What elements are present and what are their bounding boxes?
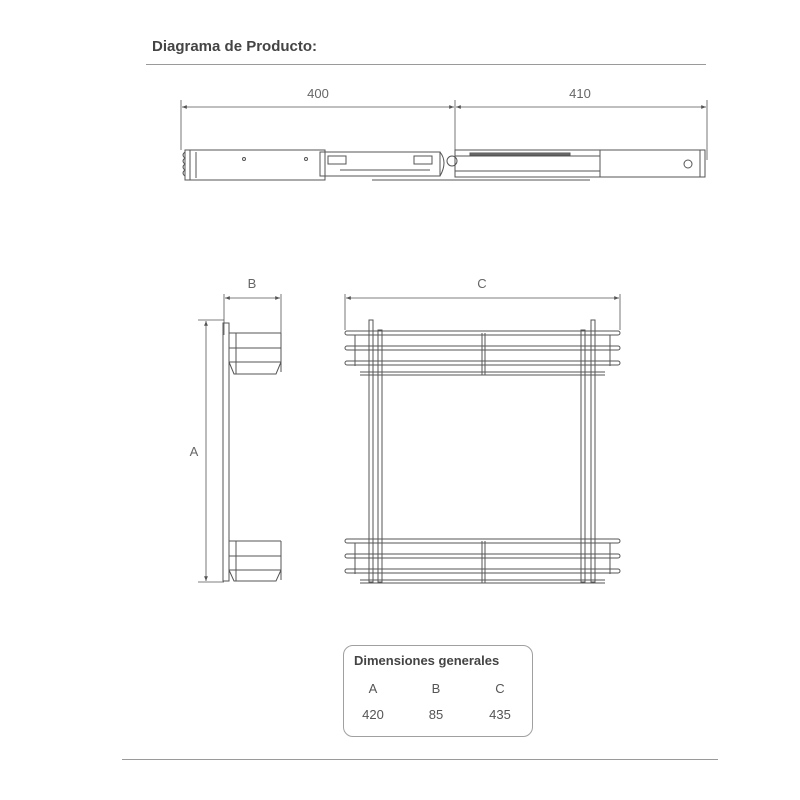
value-b: 85 (428, 707, 444, 722)
dimension-c-label: C (477, 276, 487, 291)
dimension-a-label: A (189, 444, 199, 459)
dimension-b-label: B (247, 276, 257, 291)
page-title: Diagrama de Producto: (152, 38, 318, 55)
basket-front-view (345, 294, 620, 583)
basket-side-view (198, 294, 281, 582)
column-c-header: C (495, 681, 505, 696)
slide-closed-length-label: 400 (307, 86, 329, 101)
column-b-header: B (431, 681, 441, 696)
dimensions-table-header: Dimensiones generales (354, 653, 500, 668)
value-a: 420 (362, 707, 384, 722)
footer-divider (122, 759, 718, 760)
slide-extension-length-label: 410 (569, 86, 591, 101)
value-c: 435 (489, 707, 511, 722)
drawer-slide-drawing (181, 100, 707, 180)
column-a-header: A (368, 681, 378, 696)
dimensions-table (343, 645, 533, 737)
